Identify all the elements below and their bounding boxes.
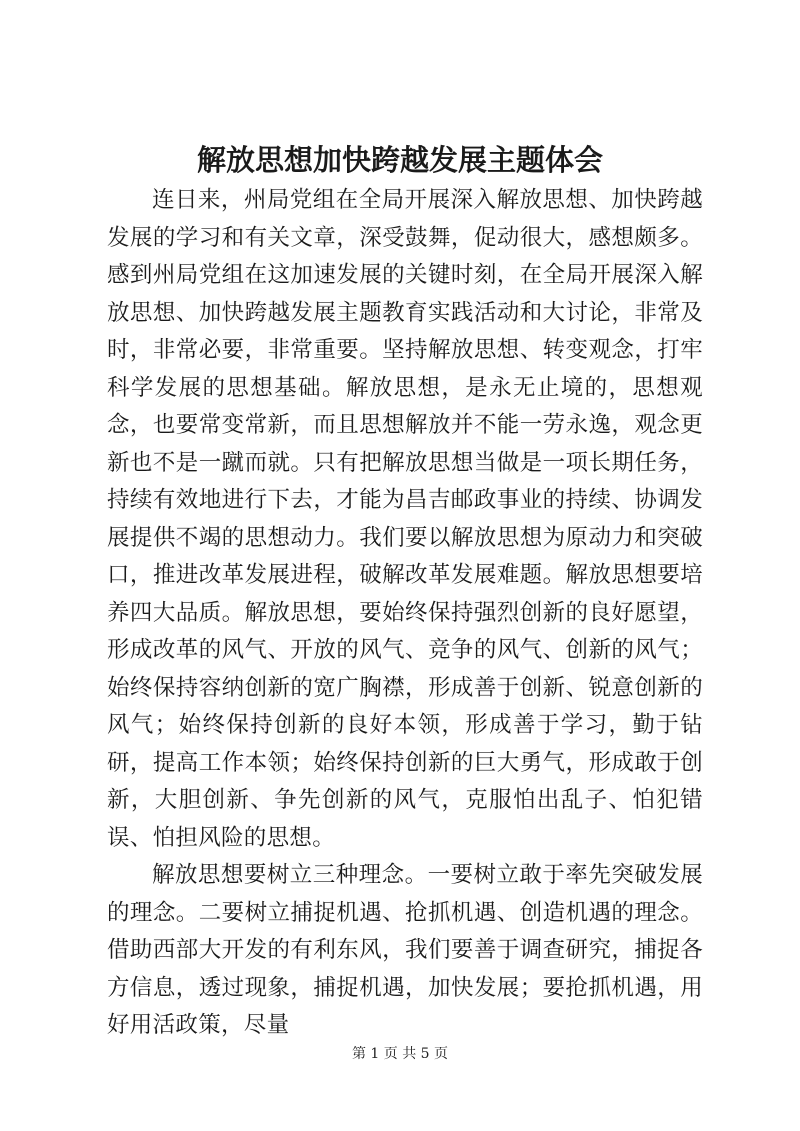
paragraph-1: 连日来，州局党组在全局开展深入解放思想、加快跨越发展的学习和有关文章，深受鼓舞，促动很大，感想颇多。感到州局党组在这加速发展的关键时刻，在全局开展深入解放思想、加快跨越发展主题教育实践活动和大讨论，非常及时，非常必要，非常重要。坚持解放思想、转变观念，打牢科学发展的思想基础。解放思想，是永无止境的，思想观念，也要常变常新，而且思想解放并不能一劳永逸，观念更新也不是一蹴而就。只有把解放思想当做是一项长期任务，持续有效地进行下去，才能为昌吉邮政事业的持续、协调发展提供不竭的思想动力。我们要以解放思想为原动力和突破口，推进改革发展进程，破解改革发展难题。解放思想要培养四大品质。解放思想，要始终保持强烈创新的良好愿望，形成改革的风气、开放的风气、竞争的风气、创新的风气；始终保持容纳创新的宽广胸襟，形成善于创新、锐意创新的风气；始终保持创新的良好本领，形成善于学习，勤于钻研，提高工作本领；始终保持创新的巨大勇气，形成敢于创新，大胆创新、争先创新的风气，克服怕出乱子、怕犯错误、怕担风险的思想。 [107, 187, 703, 851]
page-footer: 第 1 页 共 5 页 [351, 1046, 449, 1062]
paragraph-2: 解放思想要树立三种理念。一要树立敢于率先突破发展的理念。二要树立捕捉机遇、抢抓机遇、创造机遇的理念。借助西部大开发的有利东风，我们要善于调查研究，捕捉各方信息，透过现象，捕捉机遇，加快发展；要抢抓机遇，用好用活政策，尽量 [107, 862, 703, 1038]
document-body [107, 182, 703, 1045]
document-title: 解放思想加快跨越发展主题体会 [196, 143, 603, 177]
